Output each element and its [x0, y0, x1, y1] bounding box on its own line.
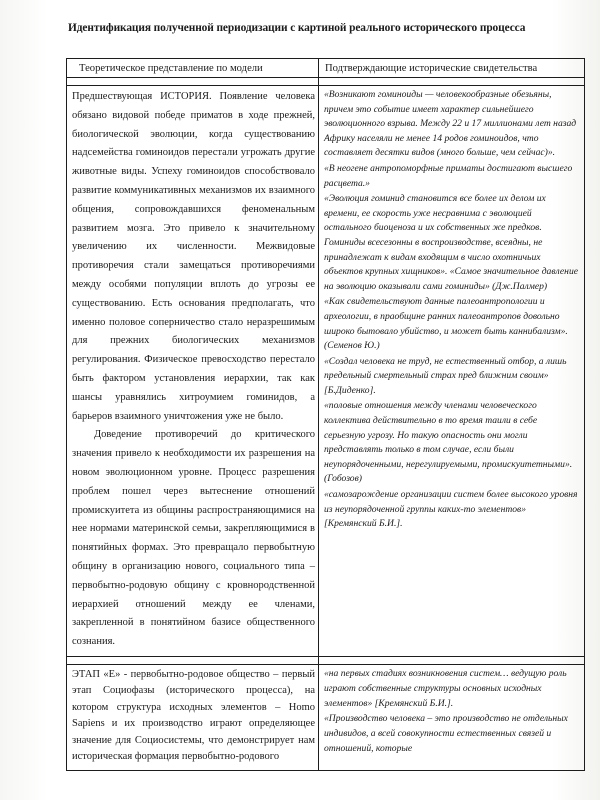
evidence-quote: «Как свидетельствуют данные палеоантропологии и археологии, в праобщине ранних палеоантропов довольно широко бытовало убийство, и может быть каннибализм». (Семенов Ю.)	[324, 296, 568, 352]
header-theory: Теоретическое представление по модели	[67, 59, 319, 78]
evidence-quote: «Создал человека не труд, не естественный отбор, а лишь предельный смертельный страх пред ближним своим» [Б.Диденко].	[324, 355, 567, 396]
theory-paragraph: Доведение противоречий до критического значения привело к необходимости их разрешения на новом эволюционном уровне. Процесс разрешения проблем пошел через вытеснение отношений промискуитета из общины распространяющимися на нее нормами материнской семьи, закрепляющимися в понятийных формах. Это превращало первобытную общину в организацию нового, социального типа – первобытно-родовую общину с кровнородственной иерархией отношений между ее членами, закрепленной в понятийном базисе общественного сознания.	[72, 429, 315, 648]
evidence-quote: «Производство человека – это производство не отдельных индивидов, а всей совокупности естественных связей и отношений, которые	[324, 713, 568, 754]
theory-cell	[67, 664, 319, 770]
evidence-quote: «В неогене антропоморфные приматы достигают высшего расцвета.»	[324, 162, 573, 189]
evidence-cell	[319, 664, 585, 770]
evidence-quote: «самозарождение организации систем более высокого уровня из неупорядоченной группы каких-то элементов» [Кремянский Б.И.].	[324, 489, 578, 530]
row-separator	[67, 656, 585, 664]
evidence-quote: «на первых стадиях возникновения систем… ведущую роль играют собственные структуры основных исходных элементов» [Кремянский Б.И.].	[324, 667, 567, 709]
periodization-table	[66, 58, 585, 771]
evidence-cell	[319, 86, 585, 657]
theory-paragraph: Предшествующая ИСТОРИЯ. Появление человека обязано видовой победе приматов в ходе прежней, биологической эволюции, когда существованию надсемейства гоминоидов перестали угрожать другие животные виды. Успеху гоминоидов способствовало развитие коммуникативных механизмов их взаимного общения, сопровождавшихся феноменальным развитием мозга. Это привело к значительному увеличению их численности. Межвидовые противоречия стали замещаться противоречиями между особями популяции вплоть до угрозы ее существованию. Есть основания предполагать, что именно половое соперничество стало неразрешимым для прежних биологических механизмов регулирования. Физическое превосходство перестало быть фактором установления иерархии, так как шансы уравнялись хитроумием гоминидов, а барьеров взаимного уничтожения уже не было.	[72, 91, 315, 422]
table-row	[67, 664, 585, 770]
evidence-quote: «Возникают гоминоиды — человекообразные обезьяны, причем это событие имеет характер сильнейшего эволюционного взрыва. Между 22 и 17 миллионами лет назад Африку населяли не менее 14 родов гоминоидов, что составляет десятки видов (много больше, чем сейчас)».	[324, 89, 577, 159]
theory-cell	[67, 86, 319, 657]
theory-paragraph: ЭТАП «Е» - первобытно-родовое общество – первый этап Социофазы (исторического процесса), на котором структура исходных элементов – Homo Sapiens и их производство играют определяющее значение для Социосистемы, что демонстрирует нам историческая формация первобытно-родового	[72, 668, 315, 763]
table-header-row	[67, 59, 585, 78]
header-separator	[67, 78, 585, 86]
evidence-quote: «половые отношения между членами человеческого коллектива действительно в то время таили в себе серьезную угрозу. Но такую опасность они могли представлять только в том случае, если были неупорядоченными, нерегулируемыми, промискуитетными». (Гобозов)	[324, 400, 573, 485]
table-row	[67, 86, 585, 657]
document-title: Идентификация полученной периодизации с картиной реального исторического процесса	[68, 22, 526, 34]
header-evidence: Подтверждающие исторические свидетельства	[319, 59, 585, 78]
evidence-quote: «Эволюция гоминид становится все более их делом их времени, ее скорость уже несравнима с эволюцией остального биоценоза и их собственных же предков. Гоминиды всесезонны в воспроизводстве, всеядны, не принадлежат к видам входящим в число охотничьих объектов крупных хищников». «Самое значительное давление на эволюцию оказывали сами гоминиды» (Дж.Палмер)	[324, 193, 578, 292]
